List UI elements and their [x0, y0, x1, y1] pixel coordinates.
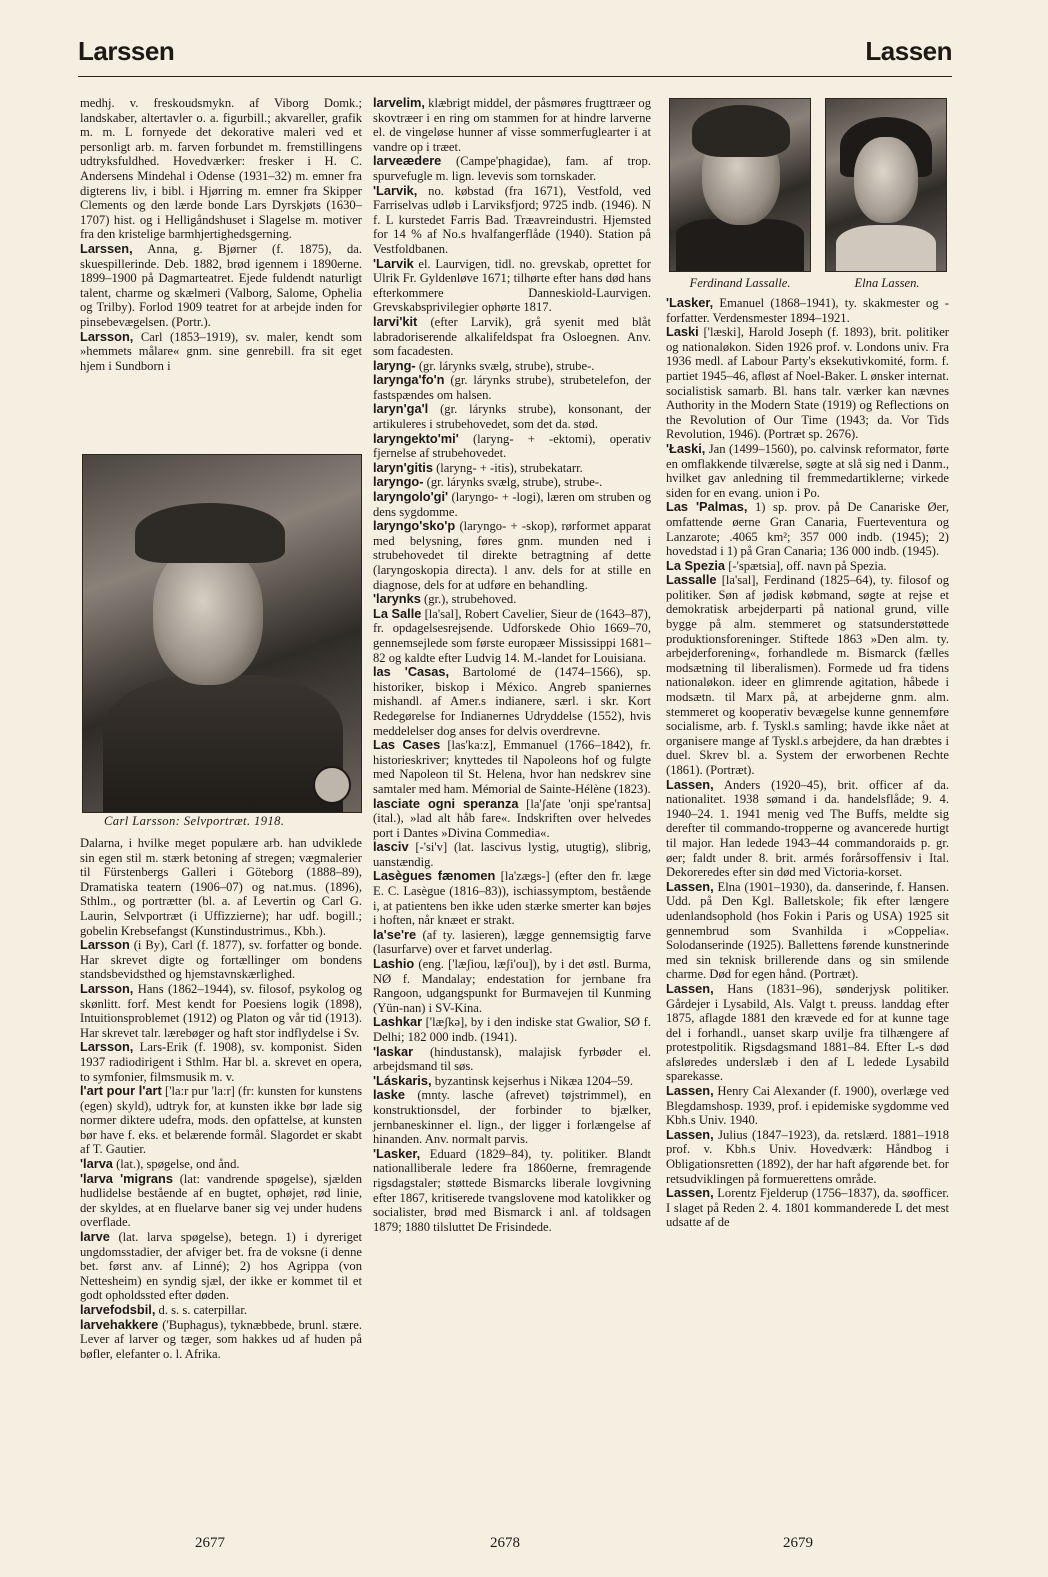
portrait-coat — [103, 675, 343, 812]
dictionary-entry — [373, 840, 651, 869]
portrait-hair — [692, 105, 790, 157]
dictionary-entry — [666, 1128, 949, 1186]
entry-headword: larvi'kit — [373, 313, 418, 329]
dictionary-entry — [373, 869, 651, 927]
dictionary-entry — [80, 1040, 362, 1084]
dictionary-entry — [373, 490, 651, 519]
entry-headword: 'larynks — [373, 591, 421, 607]
dictionary-entry — [666, 880, 949, 982]
portrait-body — [676, 219, 804, 271]
entry-text: (laryng- + -ektomi), operativ fjernelse af strubehovedet. — [373, 431, 651, 461]
dictionary-entry — [373, 475, 651, 490]
entry-text: Hans (1831–96), sønderjysk politiker. Gårdejer i Lysabild, Als. Valgt t. preuss. landdag efter 1875, aflagde 1881 den krævede ed for at kunne tage del i forhandl., uanset skarp uvilje fra tilhængere af protestpolitik. Rigsdagsmand 1881–84. Efter L-s død afsløredes underslæb i den af L ledede Lysabild sparekasse. — [666, 981, 949, 1084]
entry-text: klæbrigt middel, der påsmøres frugttræer og skovtræer i en ring om stammen for at hindre larverne el. de vingeløse hunner af visse sommerfuglearter i at vandre op i træet. — [373, 96, 651, 154]
entry-headword: Lashkar — [373, 1014, 423, 1030]
entry-headword: Larsson — [80, 937, 130, 953]
entry-headword: 'larva — [80, 1156, 113, 1172]
entry-headword: 'Larvik, — [373, 182, 418, 198]
dictionary-entry — [373, 315, 651, 359]
entry-headword: la'se're — [373, 926, 417, 942]
entry-headword: Lassen, — [666, 878, 714, 894]
dictionary-entry — [666, 296, 949, 325]
dictionary-entry — [80, 242, 362, 330]
entry-text: Julius (1847–1923), da. retslærd. 1881–1918 prof. v. Kbh.s Univ. Hovedværk: Håndbog i Obligationsretten (1892), der har haft afgørende bet. for retsudviklingen på formuerettens område. — [666, 1127, 950, 1186]
entry-headword: laryngolo'gi' — [373, 489, 449, 505]
entry-headword: Larsson, — [80, 1039, 134, 1055]
column-3 — [666, 296, 949, 1230]
entry-text: ('Buphagus), tyknæbbede, brunl. stære. Lever af larver og tæger, som hakkes ud af huden på bøfler, elefanter o. l. Afrika. — [80, 1317, 362, 1361]
dictionary-entry — [373, 1074, 651, 1089]
dictionary-entry — [80, 1303, 362, 1318]
entry-text: (gr. lárynks strube), strubetelefon, der fastspændes om halsen. — [373, 373, 651, 402]
entry-text: (eng. ['læʃiou, læʃi'ou]), by i det østl. Burma, NØ f. Mandalay; endestation for jernbane fra Rangoon, udgangspunkt for Burmavejen til Kunming (Yün-nan) i SV-Kina. — [373, 957, 651, 1015]
entry-text: [la'zægs-] (efter den fr. læge E. C. Lasègue (1816–83)), ischiassymptom, bestående i, at patientens ben ikke uden stærke smerter kan bøjes i hoften, når knæet er strakt. — [373, 869, 651, 928]
lassalle-portrait-image — [669, 98, 811, 272]
entry-headword: 'laskar — [373, 1043, 414, 1059]
entry-headword: larveædere — [373, 153, 442, 169]
entry-text: ['læski], Harold Joseph (f. 1893), brit. politiker og nationaløkon. Siden 1926 prof. v. Londons univ. Fra 1936 medl. af Labour Party's eksekutivkomité, form. f. partiet 1945–46, afløst af Noel-Baker. L ønsker internat. socialistisk samarb. Bl. hans talr. værker kan nævnes Authority in the Modern State (1919) og Reflections on the Revolution of Our Time (1943; da. Vor Tids Revolution, 1946). (Portræt sp. 2676). — [666, 325, 949, 442]
entry-text: Lorentz Fjelderup (1756–1837), da. søofficer. I slaget på Reden 2. 4. 1801 kommanderede L det mest udsatte af de — [666, 1186, 949, 1230]
entry-headword: 'Łaski, — [666, 440, 706, 456]
dictionary-entry — [80, 938, 362, 982]
dictionary-entry — [666, 1084, 949, 1128]
entry-headword: laske — [373, 1087, 406, 1103]
carl-larsson-portrait-image — [82, 454, 362, 813]
entry-headword: Lassen, — [666, 1083, 714, 1099]
dictionary-entry — [80, 330, 362, 374]
entry-text: Emanuel (1868–1941), ty. skakmester og -forfatter. Verdensmester 1894–1921. — [666, 296, 949, 325]
entry-text: d. s. s. caterpillar. — [158, 1303, 248, 1317]
dictionary-entry — [666, 500, 949, 558]
entry-text: (laryngo- + -skop), rørformet apparat med belysning, føres gnm. munden ned i strubehovedet til direkte betragtning af dette (laryngoskopia directa). l anv. dels for at stille en diagnose, dels for at udføre en behandling. — [373, 519, 651, 592]
dictionary-entry — [373, 519, 651, 592]
entry-headword: 'Lasker, — [373, 1145, 421, 1161]
entry-headword: laryng- — [373, 357, 416, 373]
dictionary-entry — [373, 1015, 651, 1044]
entry-headword: Lasègues fænomen — [373, 868, 496, 884]
entry-text: (lat. larva spøgelse), betegn. 1) i dyreriget ungdomsstadier, der afviger bet. fra de voksne (i denne bet. først anv. af Linné); 2) hos Agrippa (von Nettesheim) en syndig sjæl, der ikke er kommet til et godt opholdssted efter døden. — [80, 1230, 362, 1303]
entry-headword: laryngo- — [373, 474, 424, 490]
page-number-left: 2677 — [195, 1535, 225, 1551]
entry-text: Henry Cai Alexander (f. 1900), overlæge ved Blegdamshosp. 1939, prof. i epidemiske sygdomme ved Kbh.s Univ. 1940. — [666, 1084, 949, 1128]
dictionary-entry — [80, 982, 362, 1040]
monogram-mark — [313, 766, 351, 804]
dictionary-entry — [373, 1147, 651, 1235]
dictionary-entry — [373, 928, 651, 957]
dictionary-entry — [373, 402, 651, 431]
dictionary-entry — [80, 1084, 362, 1157]
dictionary-entry — [373, 154, 651, 183]
dictionary-entry — [373, 592, 651, 607]
dictionary-entry — [666, 573, 949, 777]
dictionary-entry — [80, 1157, 362, 1172]
entry-headword: Las Cases — [373, 737, 441, 753]
dictionary-entry — [80, 836, 362, 938]
dictionary-entry — [373, 665, 651, 738]
entry-text: byzantinsk kejserhus i Nikæa 1204–59. — [434, 1073, 634, 1088]
dictionary-entry — [373, 607, 651, 665]
entry-text: (af ty. lasieren), lægge gennemsigtig farve (lasurfarve) over et farvet underlag. — [373, 927, 651, 957]
dictionary-entry — [666, 442, 949, 500]
page-number-right: 2679 — [783, 1535, 813, 1551]
entry-headword: laryngekto'mi' — [373, 430, 459, 446]
entry-headword: laryn'gitis — [373, 459, 433, 475]
entry-headword: Larssen, — [80, 240, 133, 256]
entry-headword: l'art pour l'art — [80, 1083, 162, 1099]
entry-text: [la'sal], Ferdinand (1825–64), ty. filosof og politiker. Søn af jødisk købmand, søgte at rejse et demokratisk arbejderparti på national grund, ville bygge på alm. stemmeret og statsunderstøttede produktionsforeninger. Stiftede 1863 »Den alm. ty. arbejderforening«, forhandlede m. Bismarck (fælles modsætning til liberalismen). Formede ud fra tidens nationaløkon. ideer en glimrende agitation, håbede i modsætn. til Marx på, at arbejderne gnm. alm. stemmeret og kooperativ bevægelse kunne gennemføre socialisme, arb. f. Tyskl.s samling; havde ikke nået at organisere mange af Tyskl.s arbejdere, da han dræbtes i duel. Skrev bl. a. System der erworbenen Rechte (1861). (Portræt). — [666, 573, 949, 777]
dictionary-entry — [373, 432, 651, 461]
header-right-word: Lassen — [865, 36, 952, 66]
entry-headword: lasciv — [373, 839, 409, 855]
entry-headword: 'Láskaris, — [373, 1072, 432, 1088]
entry-text: medhj. v. freskoudsmykn. af Viborg Domk.; landskaber, altertavler o. a. figurbill.; akvareller, grafik m. m. L fornyede det dekorative maleri ved et personligt arb. m. farven forbundet m. fremstillingens udtryksfuldhed. Hovedværker: fresker i H. C. Andersens Mindehal i Odense (1931–32) m. emner fra digterens liv, i bibl. i Hjørring m. emner fra Skipper Clements og den lærde bonde Lars Dyrskjøts (1630–1707) hist. og i Helligåndshuset i Slagelse m. motiver fra den kristelige barmhjertighedsgerning. — [80, 96, 362, 242]
entry-text: (lat: vandrende spøgelse), sjælden hudlidelse bestående af en bugtet, ophøjet, rød linie, der skyldes, at en fluelarve baner sig vej under hudens overflade. — [80, 1171, 362, 1230]
elna-lassen-portrait-image — [825, 98, 947, 272]
entry-text: (laryng- + -itis), strubekatarr. — [436, 460, 583, 475]
header-left-word: Larssen — [78, 36, 175, 66]
entry-headword: Laski — [666, 324, 699, 340]
entry-headword: Lassalle — [666, 572, 717, 588]
entry-text: Hans (1862–1944), sv. filosof, psykolog og skønlitt. forf. Mest kendt for Poesiens logik (1898), Intuitionsproblemet (1912) og Platon og vår tid (1913). Har skrevet talr. lærebøger og haft stor indflydelse i Sv. — [80, 981, 362, 1040]
caption-lassalle: Ferdinand Lassalle. — [689, 276, 791, 290]
caption-carl-larsson: Carl Larsson: Selvportræt. 1918. — [104, 814, 285, 828]
entry-headword: laryn'ga'l — [373, 401, 429, 417]
entry-headword: larynga'fo'n — [373, 372, 445, 388]
entry-text: (gr. lárynks svælg, strube), strube-. — [426, 475, 603, 490]
dictionary-entry — [373, 257, 651, 315]
dictionary-entry — [373, 1045, 651, 1074]
entry-text: (i By), Carl (f. 1877), sv. forfatter og bonde. Har skrevet digte og fortællinger om bondens standsbevidsthed og hjemstavnskærlighed. — [80, 938, 362, 982]
dictionary-entry — [373, 957, 651, 1015]
portrait-cap — [135, 503, 285, 563]
entry-text: [-'si'v] (lat. lascivus lystig, utugtig), slibrig, uanstændig. — [373, 840, 651, 869]
entry-headword: laryngo'sko'p — [373, 518, 456, 534]
dictionary-entry — [80, 1172, 362, 1230]
entry-text: (lat.), spøgelse, ond ånd. — [116, 1157, 240, 1172]
entry-text: Anna, g. Bjørner (f. 1875), da. skuespillerinde. Deb. 1882, brød igennem i 1890erne. 1899–1900 på Dagmarteatret. Ejede fuldendt naturligt talent, charme og skælmeri (Valborg, Salome, Ophelia og Trilby). Forlod 1909 teatret for at arbejde inden for pinsebevægelsen. (Portr.). — [80, 241, 362, 329]
entry-text: Anders (1920–45), brit. officer af da. nationalitet. 1938 sømand i da. handelsflåde; 9. 4. 1940–24. 1. 1941 menig ved The Buffs, meldte sig derefter til commando-tropperne og avancerede hurtigt til major. Han ledede 1943–44 commandoraids p. gr. øer; faldt under 8. brit. armés forårsoffensiv i Ital. Dekoreredes efter sin død med Victoria-korset. — [666, 777, 949, 880]
entry-headword: las 'Casas, — [373, 664, 450, 680]
entry-text: (laryngo- + -logi), læren om struben og dens sygdomme. — [373, 490, 652, 519]
entry-text: [la'sal], Robert Cavelier, Sieur de (1643–87), fr. opdagelsesrejsende. Udforskede Ohio 1669–70, gennemsejlede som første europæer Mississippi 1681–82 og kaldte efter Ludvig 14. M.-landet for Louisiana. — [373, 606, 652, 665]
entry-text: Eduard (1829–84), ty. politiker. Blandt nationalliberale ledere fra 1860erne, fremragende rigsdagstaler; støttede Bismarcks liberale lovgivning efter 1867, kritiserede tvangslovene mod katolikker og socialister, brød med Bismarck i anl. af toldsagen 1879; 1880 tilsluttet De Frisindede. — [373, 1146, 651, 1234]
entry-text: Elna (1901–1930), da. danserinde, f. Hansen. Udd. på Den Kgl. Balletskole; fik efter længere udenlandsophold (hos Fokin i Paris og USA) 1925 sit gennembrud som Svanhilda i »Coppelia«. Solodanserinde (1925). Ballettens førende kunstnerinde med sin teknisk brillerende dans og sin smilende charme. Død for egen hånd. (Portræt). — [666, 879, 949, 982]
entry-text: (gr. lárynks svælg, strube), strube-. — [418, 358, 595, 373]
entry-text: ['læʃkə], by i den indiske stat Gwalior, SØ f. Delhi; 182 000 indb. (1941). — [373, 1015, 651, 1044]
entry-headword: lasciate ogni speranza — [373, 795, 519, 811]
entry-text: Lars-Erik (f. 1908), sv. komponist. Siden 1937 radiodirigent i Sthlm. Har bl. a. skrevet en opera, to symfonier, filmsmusik m. v. — [80, 1040, 362, 1084]
entry-text: (mnty. lasche (afrevet) tøjstrimmel), en konstruktionsdel, der forbinder to bjælker, jernbaneskinner el. lign., der ligger i forlængelse af hinanden. Anv. normalt parvis. — [373, 1088, 651, 1147]
entry-text: [-'spætsia], off. navn på Spezia. — [728, 558, 887, 573]
entry-text: el. Laurvigen, tidl. no. grevskab, oprettet for Ulrik Fr. Gyldenløve 1671; tilhørte efter hans død hans efterkommere Danneskiold-Laurvigen. Grevskabsprivilegier ophørte 1817. — [373, 256, 651, 315]
entry-text: Jan (1499–1560), po. calvinsk reformator, førte en omflakkende tilværelse, søgte at slå sig ned i Danm., hvilket gav anledning til fremmedartiklerne; virkede siden for en evang. union i Po. — [666, 441, 949, 500]
entry-text: (gr. lárynks strube), konsonant, der artikuleres i strubehovedet, som det da. stød. — [373, 402, 651, 432]
entry-headword: La Spezia — [666, 557, 726, 573]
header-rule — [78, 76, 952, 77]
entry-headword: Lashio — [373, 956, 415, 972]
entry-text: Bartolomé de (1474–1566), sp. historiker, biskop i México. Angreb spaniernes mishandl. af Amer.s indianere, særl. i skr. Kort Redegørelse for Indianernes Udryddelse (1552), hvis meddelelser dog anses for delvis overdrevne. — [373, 665, 652, 738]
dictionary-entry — [666, 1186, 949, 1230]
column-2 — [373, 96, 651, 1234]
portrait-body — [836, 225, 936, 271]
dictionary-entry — [373, 1088, 651, 1146]
dictionary-entry — [666, 778, 949, 880]
caption-elna-lassen: Elna Lassen. — [854, 276, 920, 290]
entry-text: (gr.), strubehoved. — [424, 592, 517, 607]
entry-text: no. købstad (fra 1671), Vestfold, ved Farriselvas udløb i Larviksfjord; 9725 indb. (1946). N f. L kurstedet Farris Bad. Træavreindustri. Hjemsted for 14 % af No.s hvalfangerflåde (1940). Station på Vestfoldbanen. — [373, 183, 651, 256]
entry-headword: larvelim, — [373, 95, 425, 110]
entry-text: Dalarna, i hvilke meget populære arb. han udviklede sin egen stil m. stærk betoning af stregen; vægmalerier til Fürstenbergs Galleri i Göteborg (1888–89), Dramatiska teatern (1906–07) og nat.mus. (1896), Sthlm., og portrætter (bl. a. af Levertin og Carl G. Laurin, Selvportræt (i Uffizzierne); har udf. bogill.; gobelin Krebsefangst (Kunstindustrimus., Kbh.). — [80, 836, 362, 938]
dictionary-entry — [80, 96, 362, 242]
entry-headword: 'larva 'migrans — [80, 1170, 173, 1186]
portrait-face — [153, 545, 263, 685]
dictionary-entry — [80, 1230, 362, 1303]
entry-text: [las'ka:z], Emmanuel (1766–1842), fr. historieskriver; knyttedes til Napoleons hof og fulgte med Napoleon til St. Helena, hvor han nedskrev sine samtaler med ham. Mémorial de Sainte-Hélène (1823). — [373, 738, 651, 796]
entry-headword: La Salle — [373, 605, 422, 621]
entry-text: (efter Larvik), grå syenit med blåt labradoriserende alkalifeldspat fra Osloegnen. Anv. som facadesten. — [373, 314, 651, 359]
dictionary-entry — [666, 559, 949, 574]
dictionary-entry — [373, 184, 651, 257]
entry-headword: Lassen, — [666, 980, 714, 996]
entry-text: [la'ʃate 'onji spe'rantsa] (ital.), »lad alt håb fare«. Indskriften over helvedes port i Dantes »Divina Commedia«. — [373, 796, 651, 840]
dictionary-entry — [373, 461, 651, 476]
entry-text: (hindustansk), malajisk fyrbøder el. arbejdsmand til søs. — [373, 1044, 651, 1074]
entry-headword: larvefodsbil, — [80, 1302, 156, 1317]
entry-headword: Lassen, — [666, 1185, 714, 1201]
dictionary-entry — [666, 982, 949, 1084]
entry-headword: larve — [80, 1229, 110, 1245]
entry-headword: 'Lasker, — [666, 295, 714, 310]
entry-text: (Campe'phagidae), fam. af trop. spurvefugle m. lign. levevis som tornskader. — [373, 154, 651, 183]
entry-text: Carl (1853–1919), sv. maler, kendt som »hemmets målare« gnm. sine genrebill. fra sit eget hjem i Sundborn i — [80, 329, 362, 373]
entry-text: 1) sp. prov. på De Canariske Øer, omfattende øerne Gran Canaria, Fuerteventura og Lanzarote; .4065 km²; 357 000 indb. (1945); 2) hovedstad i 1) på Gran Canaria; 136 000 indb. (1945). — [666, 500, 950, 559]
entry-headword: Larsson, — [80, 980, 134, 996]
dictionary-entry — [666, 325, 949, 442]
entry-headword: 'Larvik — [373, 255, 414, 271]
dictionary-entry — [373, 738, 651, 796]
entry-headword: Larsson, — [80, 328, 134, 344]
entry-text: ['la:r pur 'la:r] (fr: kunsten for kunstens (egen) skyld), udtryk for, at kunsten ikke bør lade sig normer diktere udefra, mods. den opfattelse, at kunsten bør have f. eks. et belærende formål. Slagordet er skabt af T. Gautier. — [80, 1084, 362, 1157]
dictionary-entry — [373, 797, 651, 841]
portrait-face — [854, 137, 918, 223]
column-1-top — [80, 96, 362, 373]
entry-headword: larvehakkere — [80, 1316, 159, 1332]
dictionary-entry — [373, 359, 651, 374]
entry-headword: Lassen, — [666, 776, 714, 792]
dictionary-entry — [80, 1318, 362, 1362]
dictionary-entry — [373, 373, 651, 402]
dictionary-entry — [373, 96, 651, 154]
page-number-middle: 2678 — [490, 1535, 520, 1551]
entry-headword: Lassen, — [666, 1126, 714, 1142]
entry-headword: Las 'Palmas, — [666, 499, 748, 515]
column-1-bottom — [80, 836, 362, 1361]
